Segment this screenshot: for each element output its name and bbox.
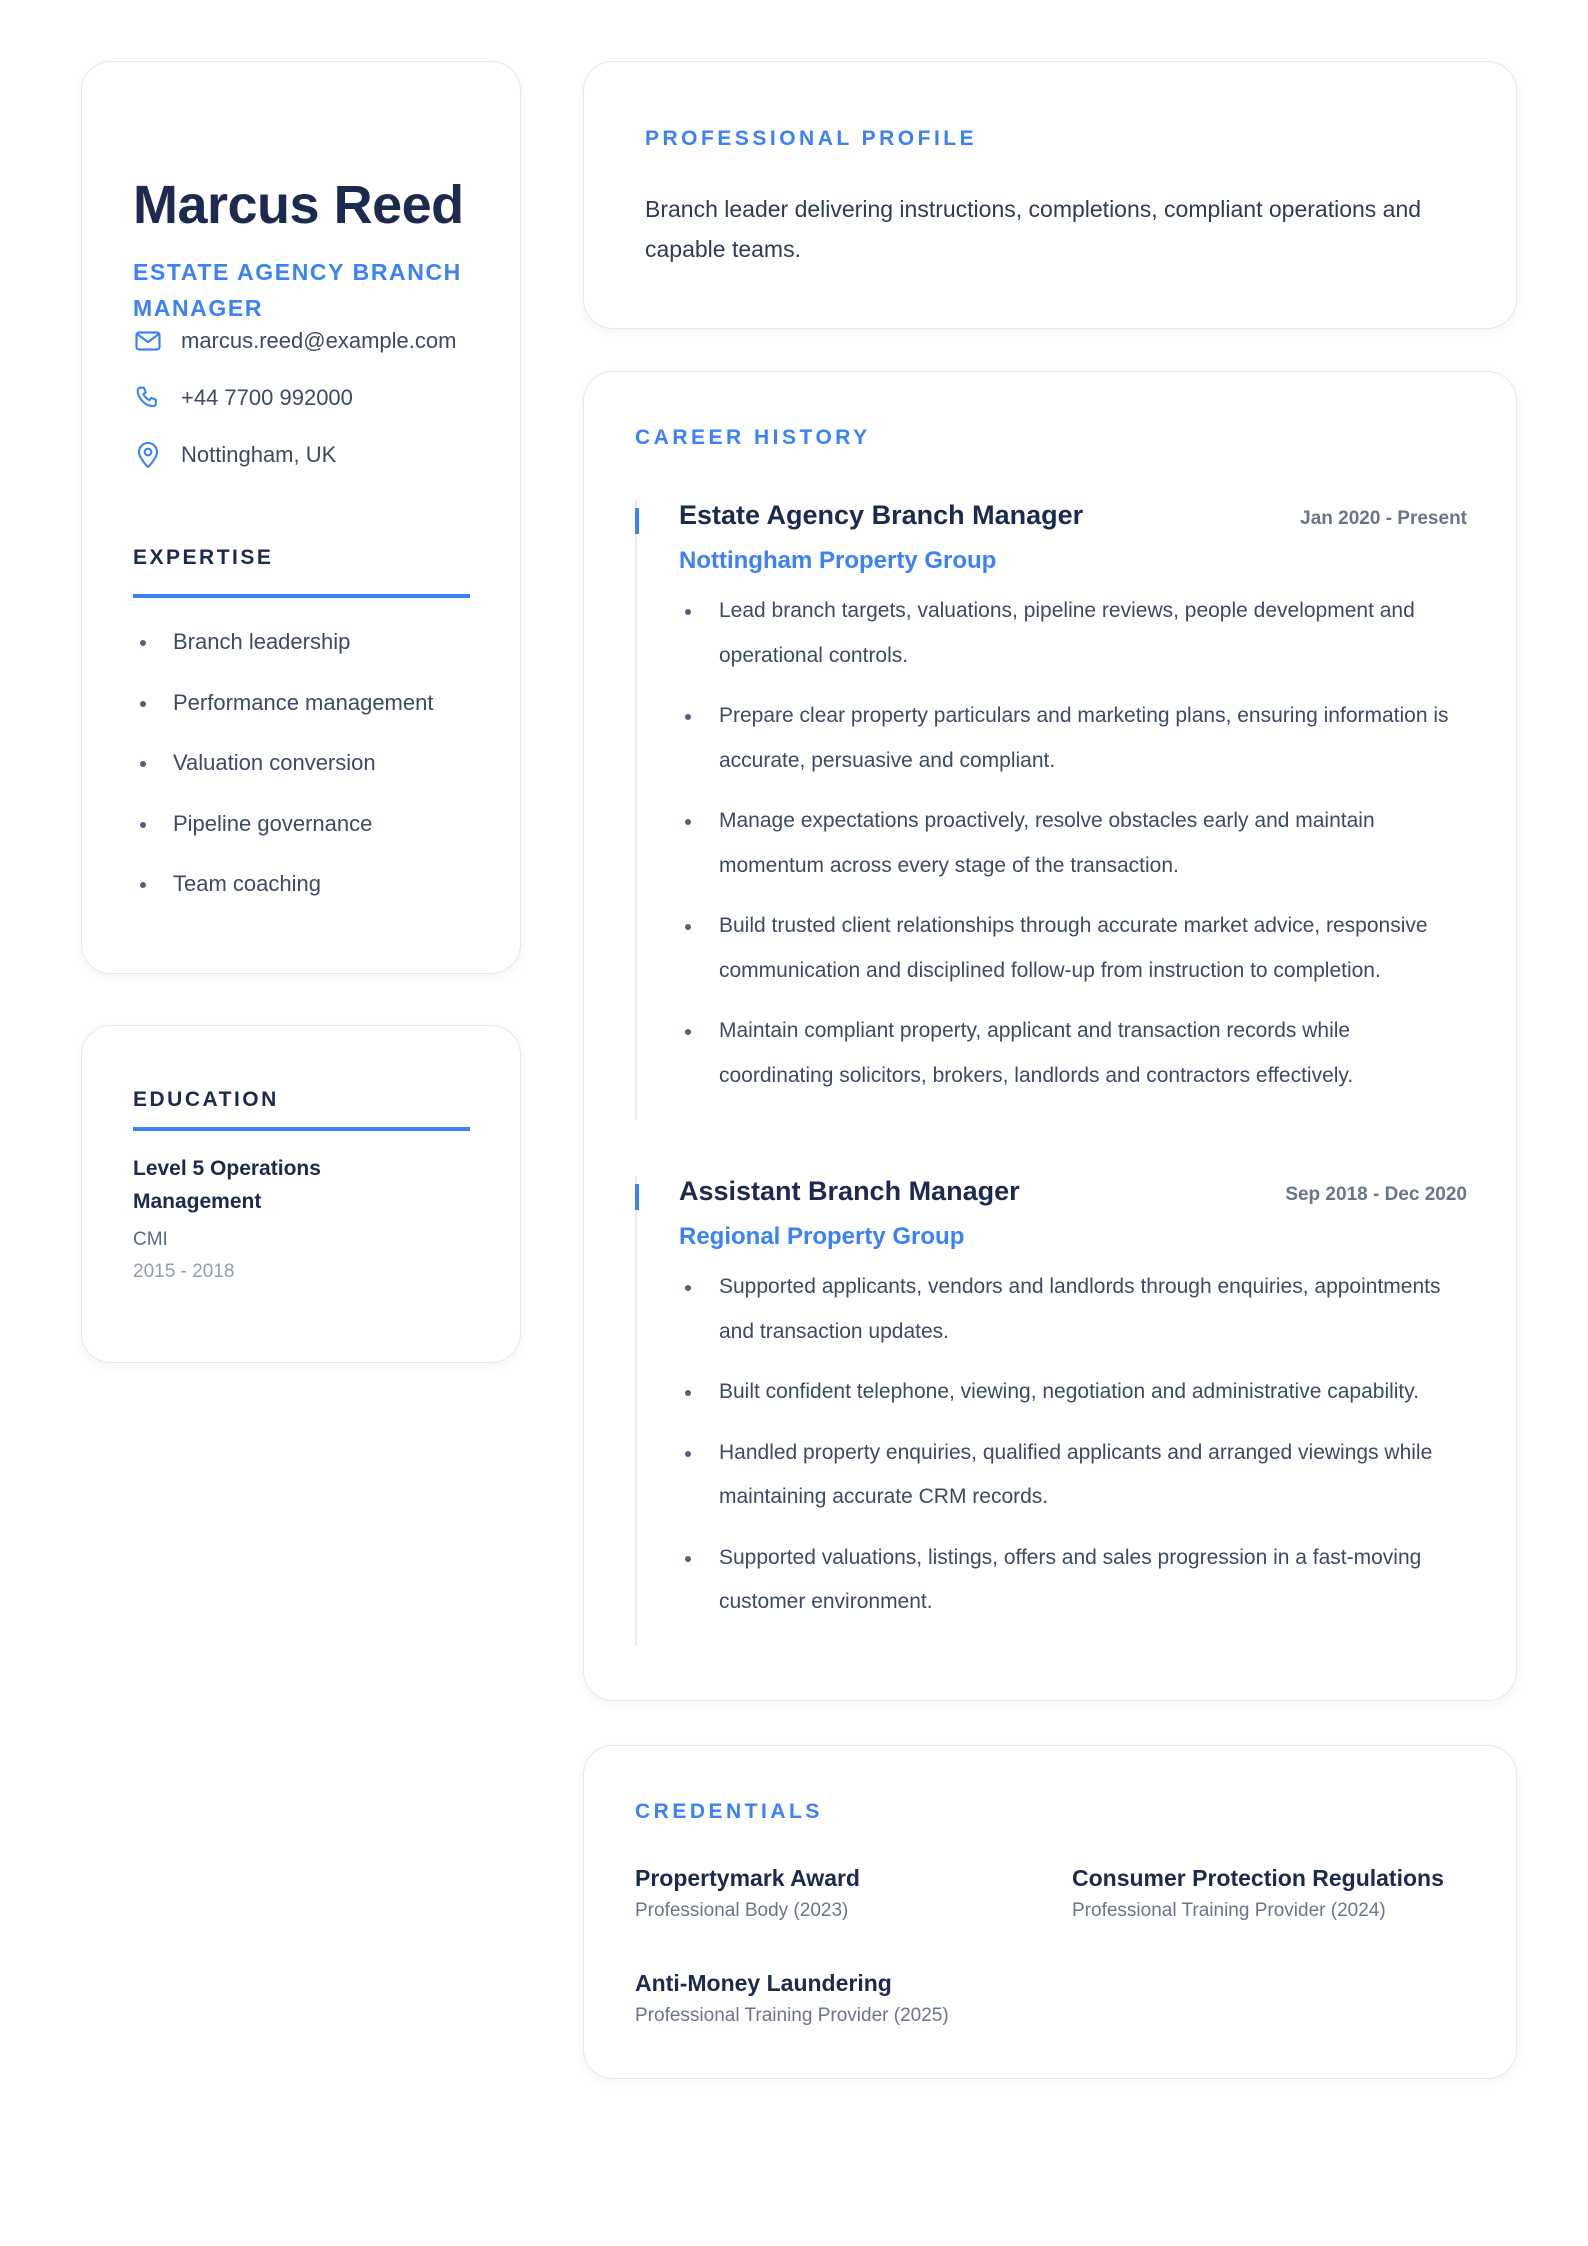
candidate-title: ESTATE AGENCY BRANCH MANAGER [133,259,462,321]
credential-item [635,1865,860,1922]
contact-email[interactable] [133,326,456,356]
job-bullets [679,1265,1467,1625]
contact-location [133,440,336,470]
summary-heading: PROFESSIONAL PROFILE [645,127,978,150]
job-bullet: Build trusted client relationships through accurate market advice, responsive communication and disciplined follow-up from instruction to completion. [679,904,1467,993]
phone-text: +44 7700 992000 [181,385,353,410]
expertise-item: Valuation conversion [133,745,433,806]
career-card [583,371,1517,1701]
mail-icon [133,326,163,356]
phone-icon [133,383,163,413]
summary-text: Branch leader delivering instructions, completions, compliant operations and capable teams. [645,196,1422,262]
expertise-heading: EXPERTISE [133,546,274,569]
expertise-divider [133,594,470,598]
credential-name: Propertymark Award [635,1865,860,1891]
career-heading: CAREER HISTORY [635,426,871,449]
timeline-line [635,500,637,1120]
candidate-name: Marcus Reed [133,175,464,235]
education-degree: Level 5 Operations Management [133,1157,321,1213]
timeline-line [635,1176,637,1646]
education-heading: EDUCATION [133,1088,279,1111]
job-entry [635,500,1467,1120]
credential-item [635,1970,949,2027]
email-text: marcus.reed@example.com [181,328,457,353]
location-text: Nottingham, UK [181,442,337,467]
credential-item [1072,1865,1444,1922]
credentials-card [583,1745,1517,2079]
expertise-item: Branch leadership [133,624,433,685]
job-dates: Jan 2020 - Present [1300,508,1467,529]
expertise-list [133,624,433,927]
job-bullet: Supported valuations, listings, offers and sales progression in a fast-moving customer environment. [679,1536,1467,1625]
education-divider [133,1127,470,1131]
job-bullet: Built confident telephone, viewing, negotiation and administrative capability. [679,1370,1467,1415]
job-role: Estate Agency Branch Manager [679,500,1084,530]
job-bullet: Manage expectations proactively, resolve obstacles early and maintain momentum across every stage of the transaction. [679,799,1467,888]
credential-issuer: Professional Body (2023) [635,1900,849,1921]
job-bullet: Supported applicants, vendors and landlords through enquiries, appointments and transaction updates. [679,1265,1467,1354]
job-role: Assistant Branch Manager [679,1176,1020,1206]
job-bullets [679,589,1467,1098]
education-years: 2015 - 2018 [133,1261,235,1282]
timeline-marker [635,508,639,534]
education-card [81,1025,521,1363]
job-company: Nottingham Property Group [679,547,997,574]
job-bullet: Prepare clear property particulars and marketing plans, ensuring information is accurate, persuasive and compliant. [679,694,1467,783]
job-company: Regional Property Group [679,1223,965,1250]
location-pin-icon [133,440,163,470]
credentials-heading: CREDENTIALS [635,1800,823,1823]
timeline-marker [635,1184,639,1210]
contact-phone[interactable] [133,383,353,413]
credential-name: Anti-Money Laundering [635,1970,892,1996]
job-entry [635,1176,1467,1646]
credential-issuer: Professional Training Provider (2024) [1072,1900,1386,1921]
job-bullet: Lead branch targets, valuations, pipeline reviews, people development and operational controls. [679,589,1467,678]
job-bullet: Maintain compliant property, applicant and transaction records while coordinating solicitors, brokers, landlords and contractors effectively. [679,1009,1467,1098]
summary-card [583,61,1517,329]
job-dates: Sep 2018 - Dec 2020 [1285,1184,1467,1205]
expertise-item: Team coaching [133,866,433,927]
profile-card [81,61,521,974]
expertise-item: Performance management [133,685,433,746]
education-school: CMI [133,1229,168,1250]
credential-name: Consumer Protection Regulations [1072,1865,1444,1891]
job-bullet: Handled property enquiries, qualified applicants and arranged viewings while maintaining accurate CRM records. [679,1431,1467,1520]
credential-issuer: Professional Training Provider (2025) [635,2005,949,2026]
expertise-item: Pipeline governance [133,806,433,867]
